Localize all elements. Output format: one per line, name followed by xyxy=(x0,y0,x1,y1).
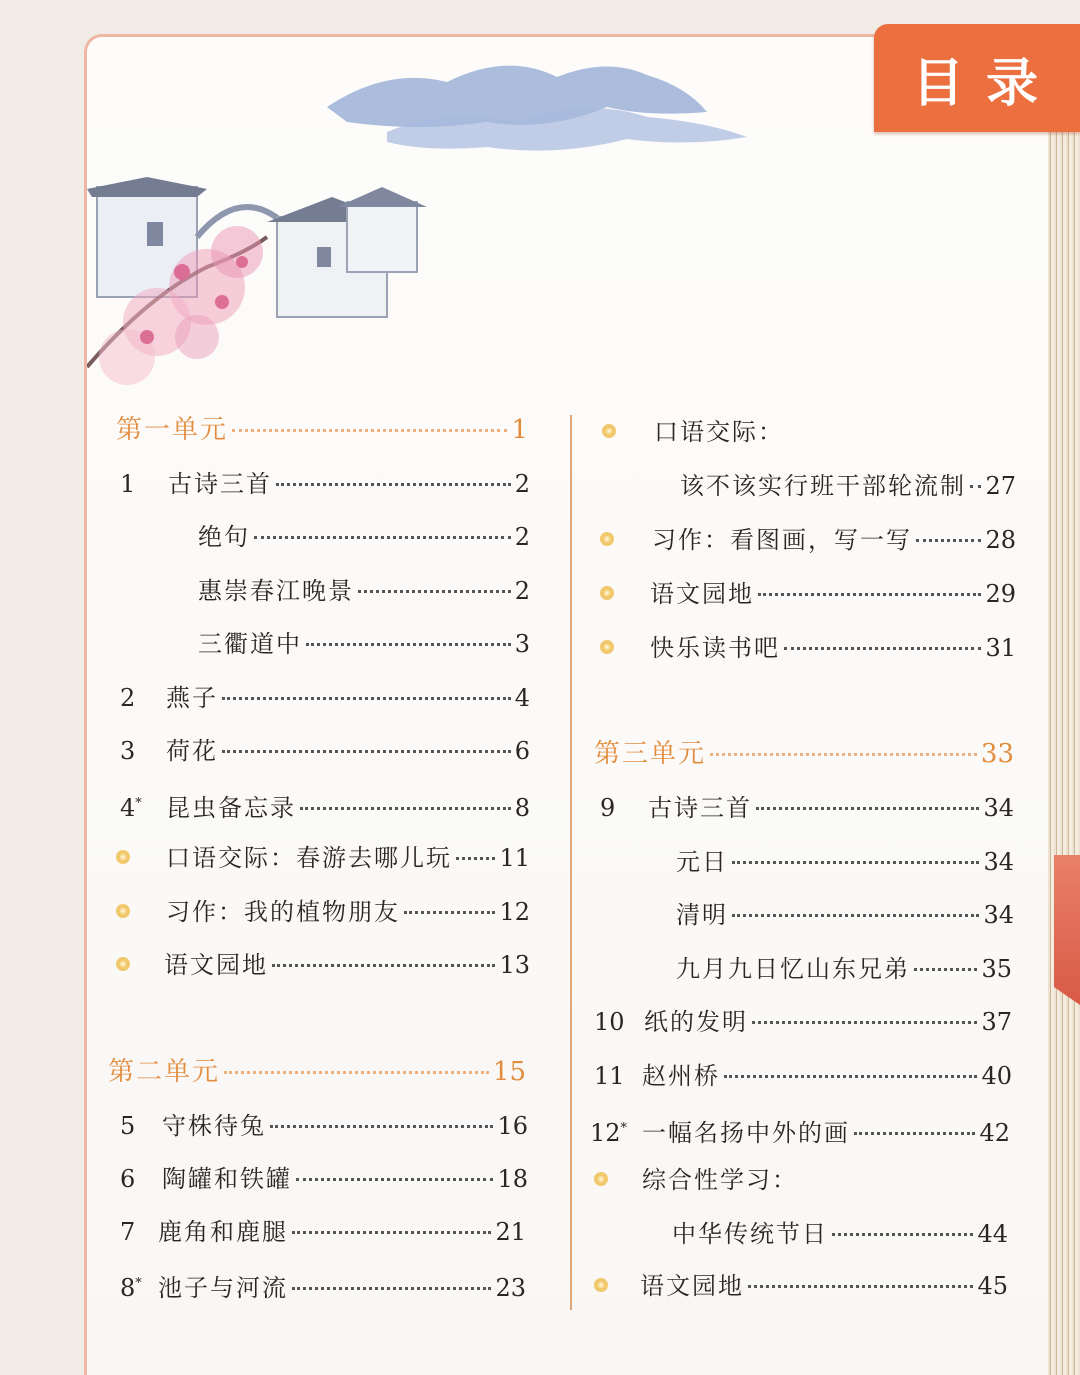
toc-unit-heading[interactable]: 第一单元 1 xyxy=(116,415,528,445)
circle-bullet-icon xyxy=(116,850,130,864)
leader-dots xyxy=(222,697,511,700)
toc-activity[interactable]: 快乐读书吧 31 xyxy=(600,632,1016,664)
leader-dots xyxy=(758,593,981,596)
leader-dots xyxy=(832,1233,973,1236)
leader-dots xyxy=(292,1287,491,1290)
toc-lesson[interactable]: 8* 池子与河流 23 xyxy=(120,1274,526,1302)
leader-dots xyxy=(914,968,977,971)
toc-lesson[interactable]: 4* 昆虫备忘录 8 xyxy=(120,794,530,822)
leader-dots xyxy=(752,1021,977,1024)
leader-dots xyxy=(232,429,507,432)
leader-dots xyxy=(970,485,981,488)
leader-dots xyxy=(270,1125,493,1128)
leader-dots xyxy=(732,914,979,917)
toc-title-tab xyxy=(874,24,1080,132)
leader-dots xyxy=(784,647,981,650)
optional-lesson-star: * xyxy=(135,1276,142,1291)
toc-activity-heading[interactable]: 口语交际： xyxy=(602,416,1014,448)
leader-dots xyxy=(272,964,495,967)
circle-bullet-icon xyxy=(594,1172,608,1186)
toc-sub-item[interactable]: 中华传统节日 44 xyxy=(672,1220,1008,1248)
circle-bullet-icon xyxy=(116,957,130,971)
circle-bullet-icon xyxy=(602,424,616,438)
toc-activity[interactable]: 习作：看图画，写一写 28 xyxy=(600,524,1016,556)
leader-dots xyxy=(748,1285,973,1288)
toc-sub-item[interactable]: 惠崇春江晚景 2 xyxy=(198,577,530,605)
leader-dots xyxy=(254,536,511,539)
leader-dots xyxy=(756,807,979,810)
leader-dots xyxy=(224,1071,489,1074)
optional-lesson-star: * xyxy=(620,1121,628,1136)
toc-lesson[interactable]: 6 陶罐和铁罐 18 xyxy=(120,1165,528,1193)
leader-dots xyxy=(306,643,511,646)
leader-dots xyxy=(292,1231,491,1234)
toc-activity[interactable]: 习作：我的植物朋友 12 xyxy=(116,896,530,928)
circle-bullet-icon xyxy=(600,532,614,546)
toc-unit-heading[interactable]: 第二单元 15 xyxy=(108,1057,526,1087)
toc-sub-item[interactable]: 绝句 2 xyxy=(198,523,530,551)
leader-dots xyxy=(358,590,511,593)
leader-dots xyxy=(456,857,495,860)
leader-dots xyxy=(296,1178,493,1181)
page-title: 目录 xyxy=(911,53,1060,114)
toc-lesson[interactable]: 11 赵州桥 40 xyxy=(594,1062,1012,1090)
leader-dots xyxy=(724,1075,977,1078)
page-edge-decoration xyxy=(1048,130,1080,1375)
toc-lesson[interactable]: 9 古诗三首 34 xyxy=(600,794,1014,822)
toc-sub-item[interactable]: 三衢道中 3 xyxy=(198,630,530,658)
circle-bullet-icon xyxy=(116,904,130,918)
leader-dots xyxy=(300,807,511,810)
circle-bullet-icon xyxy=(600,586,614,600)
leader-dots xyxy=(916,539,981,542)
toc-sub-item[interactable]: 元日 34 xyxy=(676,848,1014,876)
toc-activity[interactable]: 口语交际：春游去哪儿玩 11 xyxy=(116,842,530,874)
leader-dots xyxy=(276,483,511,486)
optional-lesson-star: * xyxy=(135,796,142,811)
toc-lesson[interactable]: 7 鹿角和鹿腿 21 xyxy=(120,1218,526,1246)
leader-dots xyxy=(222,750,511,753)
toc-sub-item[interactable]: 清明 34 xyxy=(676,901,1014,929)
toc-sub-item[interactable]: 该不该实行班干部轮流制 27 xyxy=(680,472,1016,500)
leader-dots xyxy=(404,911,495,914)
leader-dots xyxy=(732,861,979,864)
column-divider xyxy=(570,415,572,1310)
toc-activity[interactable]: 语文园地 45 xyxy=(594,1270,1008,1302)
toc-lesson[interactable]: 10 纸的发明 37 xyxy=(594,1008,1012,1036)
toc-sub-item[interactable]: 九月九日忆山东兄弟 35 xyxy=(676,955,1012,983)
toc-lesson[interactable]: 12* 一幅名扬中外的画 42 xyxy=(590,1119,1010,1147)
toc-activity[interactable]: 语文园地 13 xyxy=(116,949,530,981)
ink-painting-illustration xyxy=(87,37,787,417)
toc-lesson[interactable]: 2 燕子 4 xyxy=(120,684,530,712)
toc-activity-heading[interactable]: 综合性学习： xyxy=(594,1164,1010,1196)
leader-dots xyxy=(710,753,977,756)
toc-unit-heading[interactable]: 第三单元 33 xyxy=(594,739,1014,769)
toc-activity[interactable]: 语文园地 29 xyxy=(600,578,1016,610)
circle-bullet-icon xyxy=(594,1278,608,1292)
leader-dots xyxy=(854,1132,975,1135)
bookmark-ribbon xyxy=(1054,855,1080,1005)
toc-lesson[interactable]: 3 荷花 6 xyxy=(120,737,530,765)
toc-lesson[interactable]: 5 守株待兔 16 xyxy=(120,1112,528,1140)
circle-bullet-icon xyxy=(600,640,614,654)
toc-lesson[interactable]: 1 古诗三首 2 xyxy=(120,470,530,498)
